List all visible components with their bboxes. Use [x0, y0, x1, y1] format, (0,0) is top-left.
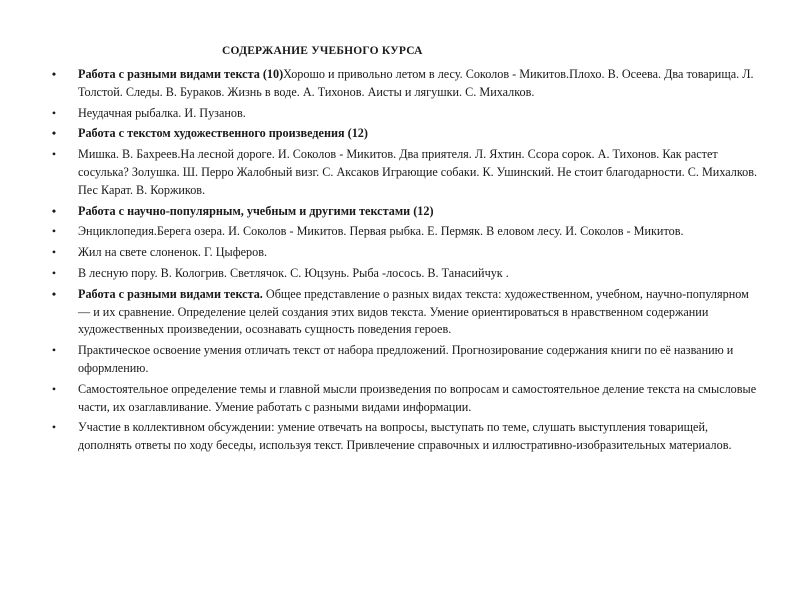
- list-item: [48, 342, 760, 378]
- bullet-icon: •: [51, 381, 57, 396]
- list-item: [48, 125, 760, 143]
- item-text: Неудачная рыбалка. И. Пузанов.: [78, 105, 246, 120]
- bullet-icon: •: [51, 265, 57, 280]
- list-item: [48, 265, 760, 283]
- list-item: [48, 381, 760, 417]
- bullet-icon: •: [51, 343, 57, 358]
- bullet-icon: •: [51, 245, 57, 260]
- bullet-icon: •: [51, 203, 57, 218]
- item-text: Мишка. В. Бахреев.На лесной дороге. И. Соколов - Микитов. Два приятеля. Л. Яхтин. Ссора сорок. А. Тихонов. Как растет сосулька? Золушка. Ш. Перро Жалобный визг. С. Аксаков Играющие собаки. К. Ушинский. Не стоит благодарности. С. Михалков. Пес Карат. В. Коржиков.: [78, 147, 758, 197]
- item-text: Общее представление о разных видах текста: художественном, учебном, научно-популярном — и их сравнение. Определение целей создания этих видов текста. Умение ориентироваться в нравственном содержании художественных произведении, осознавать сущность поведения героев.: [78, 286, 749, 337]
- bullet-icon: •: [51, 105, 57, 120]
- item-bold-text: Работа с разными видами текста.: [78, 286, 263, 301]
- item-text: Энциклопедия.Берега озера. И. Соколов - Микитов. Первая рыбка. Е. Пермяк. В еловом лесу. И. Соколов - Микитов.: [78, 224, 684, 239]
- list-item: [48, 203, 760, 221]
- list-item: [48, 286, 760, 339]
- list-item: [48, 419, 760, 455]
- list-item: [48, 244, 760, 262]
- item-bold-text: Работа с научно-популярным, учебным и другими текстами (12): [78, 203, 434, 218]
- item-text: В лесную пору. В. Кологрив. Светлячок. С. Юцзунь. Рыба -лосось. В. Танасийчук .: [78, 265, 509, 280]
- item-bold-text: Работа с разными видами текста (10): [78, 67, 284, 81]
- item-text: Участие в коллективном обсуждении: умение отвечать на вопросы, выступать по теме, слушать выступления товарищей, дополнять ответы по ходу беседы, используя текст. Привлечение справочных и иллюстративно-изобразительных материалов.: [78, 420, 732, 453]
- item-bold-text: Работа с текстом художественного произведения (12): [78, 126, 368, 141]
- bullet-icon: •: [51, 420, 57, 435]
- list-item: [48, 66, 760, 102]
- bullet-icon: •: [51, 67, 57, 81]
- bullet-icon: •: [51, 224, 57, 239]
- item-text: Практическое освоение умения отличать текст от набора предложений. Прогнозирование содержания книги по её названию и оформлению.: [78, 343, 734, 375]
- item-text: Самостоятельное определение темы и главной мысли произведения по вопросам и самостоятельное деление текста на смысловые части, их озаглавливание. Умение работать с разными видами информации.: [78, 381, 757, 414]
- item-text: Жил на свете слоненок. Г. Цыферов.: [78, 245, 268, 260]
- list-item: [48, 146, 760, 199]
- bullet-icon: •: [51, 286, 57, 301]
- list-item: [48, 105, 760, 123]
- item-text: Хорошо и привольно летом в лесу. Соколов - Микитов.Плохо. В. Осеева. Два товарища. Л. Толстой. Следы. В. Бураков. Жизнь в воде. А. Тихонов. Аисты и лягушки. С. Михалков.: [78, 67, 754, 99]
- bullet-icon: •: [51, 147, 57, 162]
- list-item: [48, 223, 760, 241]
- course-content-list: [48, 66, 760, 458]
- course-content-heading: СОДЕРЖАНИЕ УЧЕБНОГО КУРСА: [222, 45, 423, 57]
- bullet-icon: •: [51, 126, 57, 141]
